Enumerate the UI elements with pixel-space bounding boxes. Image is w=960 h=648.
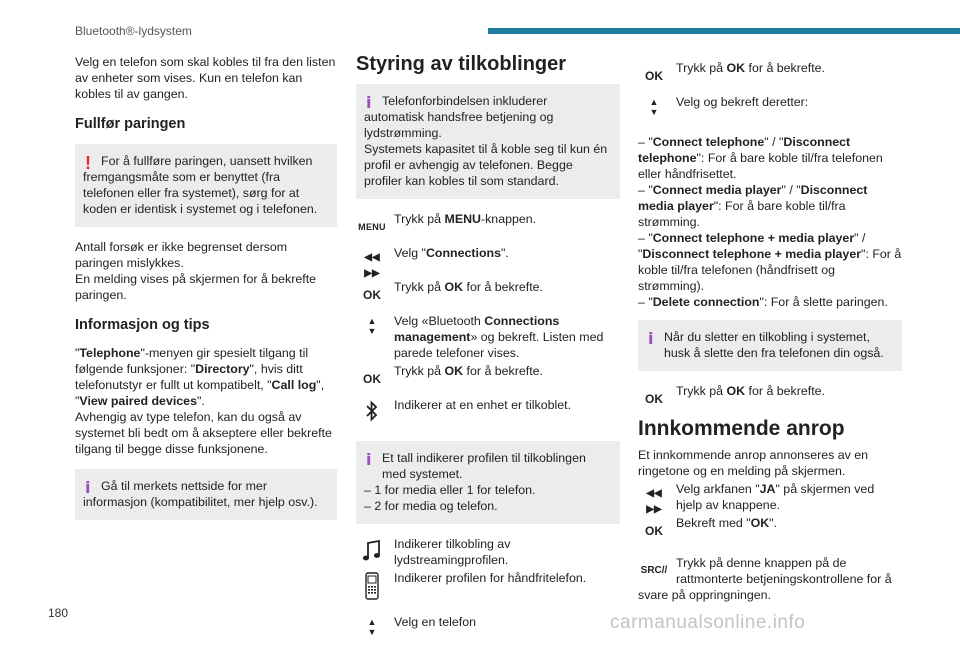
- up-down-arrows-icon: [356, 316, 388, 336]
- section-title-connections: Styring av tilkoblinger: [356, 53, 567, 75]
- info-text: med systemet.: [382, 467, 463, 481]
- term-ok: OK: [726, 61, 746, 75]
- step-menu: [356, 211, 620, 235]
- pairing-intro: Velg en telefon som skal kobles til fra den listen av enheter som vises. Kun en telefon kan kobles til av gangen.: [75, 55, 336, 101]
- up-down-arrows-icon: [356, 617, 388, 637]
- ok-button-icon: OK: [645, 524, 663, 538]
- column-left: [75, 54, 337, 532]
- text-fragment: ", hvis ditt telefonutstyr er fullt ut kompatibelt, ": [75, 362, 303, 392]
- confirm-message-line: En melding vises på skjermen for å bekrefte paringen.: [75, 272, 317, 302]
- option-connect-media-player: [638, 182, 902, 230]
- term-disconnect-telephone: Disconnect telephone: [638, 135, 851, 165]
- ok-button-icon: OK: [645, 69, 663, 83]
- running-header: Bluetooth®-lydsystem: [75, 24, 192, 38]
- info-icon: i: [648, 329, 654, 348]
- text-fragment: ".: [769, 516, 778, 530]
- term-connect-both: Connect telephone + media player: [652, 231, 855, 245]
- term-ok: OK: [726, 384, 746, 398]
- up-arrow-icon: ▲: [367, 617, 377, 627]
- up-arrow-icon: ▲: [649, 97, 659, 107]
- warning-first-line: For å fullføre paringen, uansett hvilken: [101, 154, 313, 168]
- column-right: [638, 60, 902, 613]
- term-telephone: Telephone: [79, 346, 141, 360]
- term-connect-media-player: Connect media player: [652, 183, 782, 197]
- down-arrow-icon: ▼: [367, 627, 377, 637]
- step-bluetooth-management: [356, 313, 620, 361]
- option-connect-both: [638, 230, 902, 294]
- bluetooth-icon: [356, 399, 388, 427]
- info-text: husk å slette den fra telefonen din også.: [664, 346, 884, 360]
- text-fragment: ", ": [75, 378, 325, 408]
- info-first-line: Gå til merkets nettside for mer: [101, 479, 267, 493]
- text-fragment: "-menyen gir spesielt tilgang til følgende funksjoner: ": [75, 346, 309, 376]
- header-accent-bar: [488, 28, 960, 34]
- src-first-line: Trykk på denne knappen på de: [676, 556, 847, 570]
- music-note-icon: [356, 538, 388, 568]
- text-fragment: ": For å bare koble til/fra telefonen eller håndfrisettet.: [638, 151, 883, 181]
- term-disconnect-media-player: Disconnect media player: [638, 183, 868, 213]
- text-fragment: – ": [638, 135, 653, 149]
- up-down-arrows-icon: [638, 97, 670, 117]
- text-fragment: " på skjermen ved hjelp av knappene.: [676, 482, 875, 512]
- info-icon: i: [85, 478, 91, 497]
- text-fragment: ".: [196, 394, 205, 408]
- text-fragment: ".: [501, 246, 509, 260]
- arrows-left-right-icon: ◀◀ ▶▶: [646, 488, 662, 515]
- heading-complete-pairing: Fullfør paringen: [75, 116, 186, 132]
- text-fragment: – ": [638, 183, 653, 197]
- text-fragment: Trykk på: [676, 384, 727, 398]
- term-menu: MENU: [444, 212, 481, 226]
- term-call-log: Call log: [271, 378, 317, 392]
- info-first-line: Et tall indikerer profilen til tilkoblingen: [382, 451, 586, 465]
- info-text-2: Systemets kapasitet til å koble seg til kun én profil er avhengig av telefonen. Begge profiler kan kobles til som standard.: [364, 142, 608, 188]
- text-fragment: Trykk på: [394, 212, 445, 226]
- text-fragment: for å bekrefte.: [745, 61, 825, 75]
- warning-text: fremgangsmåte som er benyttet (fra telefonen eller fra systemet), sørg for at koden er identisk i systemet og i telefonen.: [83, 170, 318, 216]
- info-box: [75, 469, 337, 520]
- text-fragment: -knappen.: [480, 212, 537, 226]
- text-fragment: – ": [638, 295, 653, 309]
- step-connections: [356, 245, 620, 279]
- info-icon: i: [366, 450, 372, 469]
- src-button-icon: SRC//: [640, 565, 668, 576]
- warning-box: [75, 144, 337, 227]
- term-ok: OK: [750, 516, 770, 530]
- column-middle: [356, 54, 620, 648]
- text-fragment: » og bekreft. Listen med parede telefoner vises.: [394, 330, 604, 360]
- text-fragment: " / ": [781, 183, 801, 197]
- step-choose-phone: [356, 614, 620, 638]
- text-fragment: ": For å bare koble til/fra strømming.: [638, 199, 846, 229]
- down-arrow-icon: ▼: [649, 107, 659, 117]
- step-music-profile: [356, 536, 620, 568]
- up-arrow-icon: ▲: [367, 316, 377, 326]
- text-fragment: ": For å koble til/fra telefonen (håndfrisett og strømming).: [638, 247, 902, 293]
- phone-profile-text: Indikerer profilen for håndfritelefon.: [394, 571, 587, 585]
- select-confirm-text: Velg og bekreft deretter:: [676, 95, 809, 109]
- info-first-line: Når du sletter en tilkobling i systemet,: [664, 330, 870, 344]
- term-delete-connection: Delete connection: [652, 295, 760, 309]
- info-box: [356, 84, 620, 199]
- info-text: automatisk handsfree betjening og lydstrømming.: [364, 110, 554, 140]
- text-fragment: Velg «Bluetooth: [394, 314, 485, 328]
- info-paragraph: [75, 345, 337, 409]
- text-fragment: ": [75, 346, 80, 360]
- attempts-line: Antall forsøk er ikke begrenset dersom paringen mislykkes.: [75, 240, 288, 270]
- menu-button-icon: MENU: [358, 222, 386, 232]
- profile-option-2: – 2 for media og telefon.: [364, 499, 498, 513]
- text-fragment: for å bekrefte.: [463, 280, 543, 294]
- term-connect-telephone: Connect telephone: [652, 135, 765, 149]
- heading-info-tips: Informasjon og tips: [75, 317, 210, 333]
- text-fragment: " / ": [638, 231, 866, 261]
- info-icon: i: [366, 93, 372, 112]
- term-view-paired-devices: View paired devices: [79, 394, 197, 408]
- info-box-delete: [638, 320, 902, 371]
- incoming-intro: Et innkommende anrop annonseres av en ringetone og en melding på skjermen.: [638, 448, 869, 478]
- term-connections: Connections: [425, 246, 502, 260]
- page-number: 180: [48, 606, 69, 620]
- text-fragment: Bekreft med ": [676, 516, 751, 530]
- option-connect-telephone: [638, 134, 902, 182]
- section-title-incoming-call: Innkommende anrop: [638, 417, 845, 440]
- attempts-text: [75, 239, 337, 303]
- text-fragment: Trykk på: [394, 280, 445, 294]
- text-fragment: ": For å slette paringen.: [759, 295, 888, 309]
- text-fragment: for å bekrefte.: [463, 364, 543, 378]
- music-profile-text: Indikerer tilkobling av lydstreamingprofilen.: [394, 537, 511, 567]
- down-arrow-icon: ▼: [367, 326, 377, 336]
- step-text: [356, 313, 620, 361]
- term-ja: JA: [759, 482, 776, 496]
- step-phone-profile: [356, 570, 620, 604]
- watermark: carmanualsonline.info: [610, 612, 806, 633]
- step-select-yes: [638, 481, 902, 513]
- text-fragment: Trykk på: [394, 364, 445, 378]
- term-ok: OK: [444, 280, 464, 294]
- text-fragment: Trykk på: [676, 61, 727, 75]
- step-ok-4: [638, 383, 902, 407]
- step-confirm-ok: [638, 515, 902, 545]
- text-fragment: Velg ": [394, 246, 426, 260]
- src-text: rattmonterte betjeningskontrollene for å svare på oppringningen.: [638, 572, 892, 602]
- text-fragment: " / ": [764, 135, 784, 149]
- term-connections-management: Connections management: [394, 314, 560, 344]
- ok-button-icon: OK: [363, 372, 381, 386]
- ok-button-icon: OK: [645, 392, 663, 406]
- term-ok: OK: [444, 364, 464, 378]
- ok-button-icon: OK: [363, 288, 381, 302]
- option-delete-connection: [638, 294, 902, 310]
- bluetooth-indicator-text: Indikerer at en enhet er tilkoblet.: [394, 398, 572, 412]
- step-src-button: [638, 555, 902, 603]
- step-select-confirm: [638, 94, 902, 124]
- step-ok-3: [638, 60, 902, 84]
- term-disconnect-both: Disconnect telephone + media player: [642, 247, 862, 261]
- warning-icon: !: [85, 153, 91, 173]
- step-bluetooth-indicator: [356, 397, 620, 431]
- step-ok: [356, 279, 620, 303]
- step-ok-2: [356, 363, 620, 387]
- info-first-line: Telefonforbindelsen inkluderer: [382, 94, 548, 108]
- text-fragment: Velg arkfanen ": [676, 482, 760, 496]
- term-directory: Directory: [195, 362, 250, 376]
- text-fragment: for å bekrefte.: [745, 384, 825, 398]
- choose-phone-text: Velg en telefon: [394, 615, 476, 629]
- text-fragment: – ": [638, 231, 653, 245]
- info-paragraph-2: Avhengig av type telefon, kan du også av systemet bli bedt om å akseptere eller bekrefte tilgang til begge disse funksjonene.: [75, 410, 332, 456]
- profile-option-1: – 1 for media eller 1 for telefon.: [364, 483, 536, 497]
- info-box-profile: [356, 441, 620, 524]
- info-text: informasjon (kompatibilitet, mer hjelp osv.).: [83, 495, 318, 509]
- phone-icon: [356, 572, 388, 604]
- arrows-left-right-icon: ◀◀ ▶▶: [364, 252, 380, 279]
